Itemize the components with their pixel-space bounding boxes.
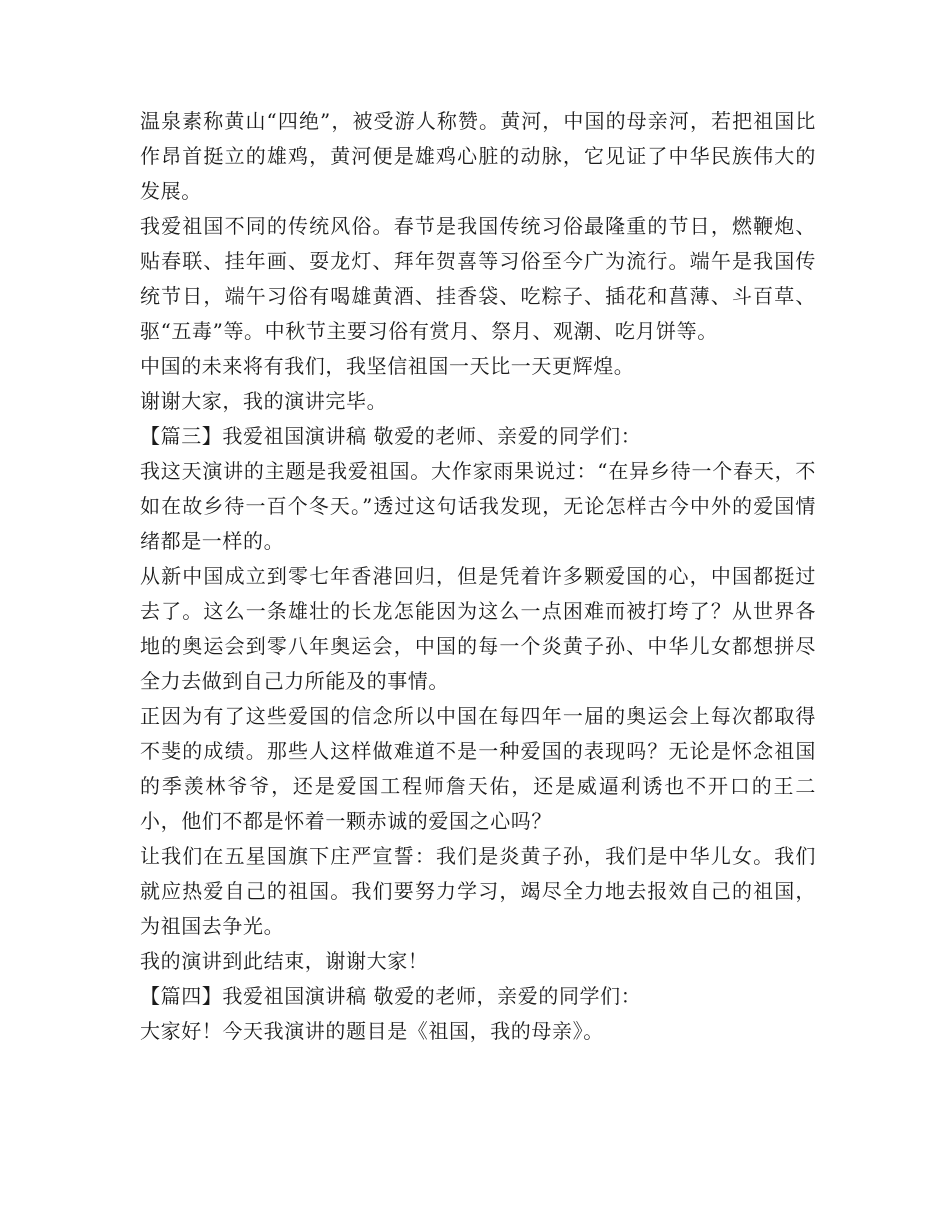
paragraph-traditional-customs: 我爱祖国不同的传统风俗。春节是我国传统习俗最隆重的节日，燃鞭炮、贴春联、挂年画、耍龙灯、拜年贺喜等习俗至今广为流行。端午是我国传统节日，端午习俗有喝雄黄酒、挂香袋、吃粽子、插花和菖薄、斗百草、驱“五毒”等。中秋节主要习俗有赏月、祭月、观潮、吃月饼等。: [140, 214, 816, 343]
section-heading-part-four: 【篇四】我爱祖国演讲稿 敬爱的老师，亲爱的同学们：: [140, 984, 642, 1008]
paragraph-speech-end: 我的演讲到此结束，谢谢大家！: [140, 949, 429, 973]
paragraph-hugo-quote: 我这天演讲的主题是我爱祖国。大作家雨果说过：“在异乡待一个春天，不如在故乡待一百个冬天。”透过这句话我发现，无论怎样古今中外的爱国情绪都是一样的。: [140, 459, 816, 553]
document-body: [140, 104, 816, 1049]
paragraph-olympics-patriots: 正因为有了这些爱国的信念所以中国在每四年一届的奥运会上每次都取得不斐的成绩。那些人这样做难道不是一种爱国的表现吗？无论是怀念祖国的季羡林爷爷，还是爱国工程师詹天佑，还是威逼利诱也不开口的王二小，他们不都是怀着一颗赤诚的爱国之心吗？: [140, 704, 816, 833]
paragraph-oath: 让我们在五星国旗下庄严宣誓：我们是炎黄子孙，我们是中华儿女。我们就应热爱自己的祖国。我们要努力学习，竭尽全力地去报效自己的祖国，为祖国去争光。: [140, 844, 816, 938]
paragraph-future: 中国的未来将有我们，我坚信祖国一天比一天更辉煌。: [140, 354, 635, 378]
section-heading-part-three: 【篇三】我爱祖国演讲稿 敬爱的老师、亲爱的同学们：: [140, 424, 642, 448]
paragraph-huangshan-huanghe: 温泉素称黄山“四绝”，被受游人称赞。黄河，中国的母亲河，若把祖国比作昂首挺立的雄鸡，黄河便是雄鸡心脏的动脉，它见证了中华民族伟大的发展。: [140, 109, 816, 203]
paragraph-history: 从新中国成立到零七年香港回归，但是凭着许多颗爱国的心，中国都挺过去了。这么一条雄壮的长龙怎能因为这么一点困难而被打垮了？从世界各地的奥运会到零八年奥运会，中国的每一个炎黄子孙、中华儿女都想拼尽全力去做到自己力所能及的事情。: [140, 564, 816, 693]
paragraph-closing-thanks: 谢谢大家，我的演讲完毕。: [140, 389, 388, 413]
paragraph-greeting-title: 大家好！今天我演讲的题目是《祖国，我的母亲》。: [140, 1019, 604, 1043]
